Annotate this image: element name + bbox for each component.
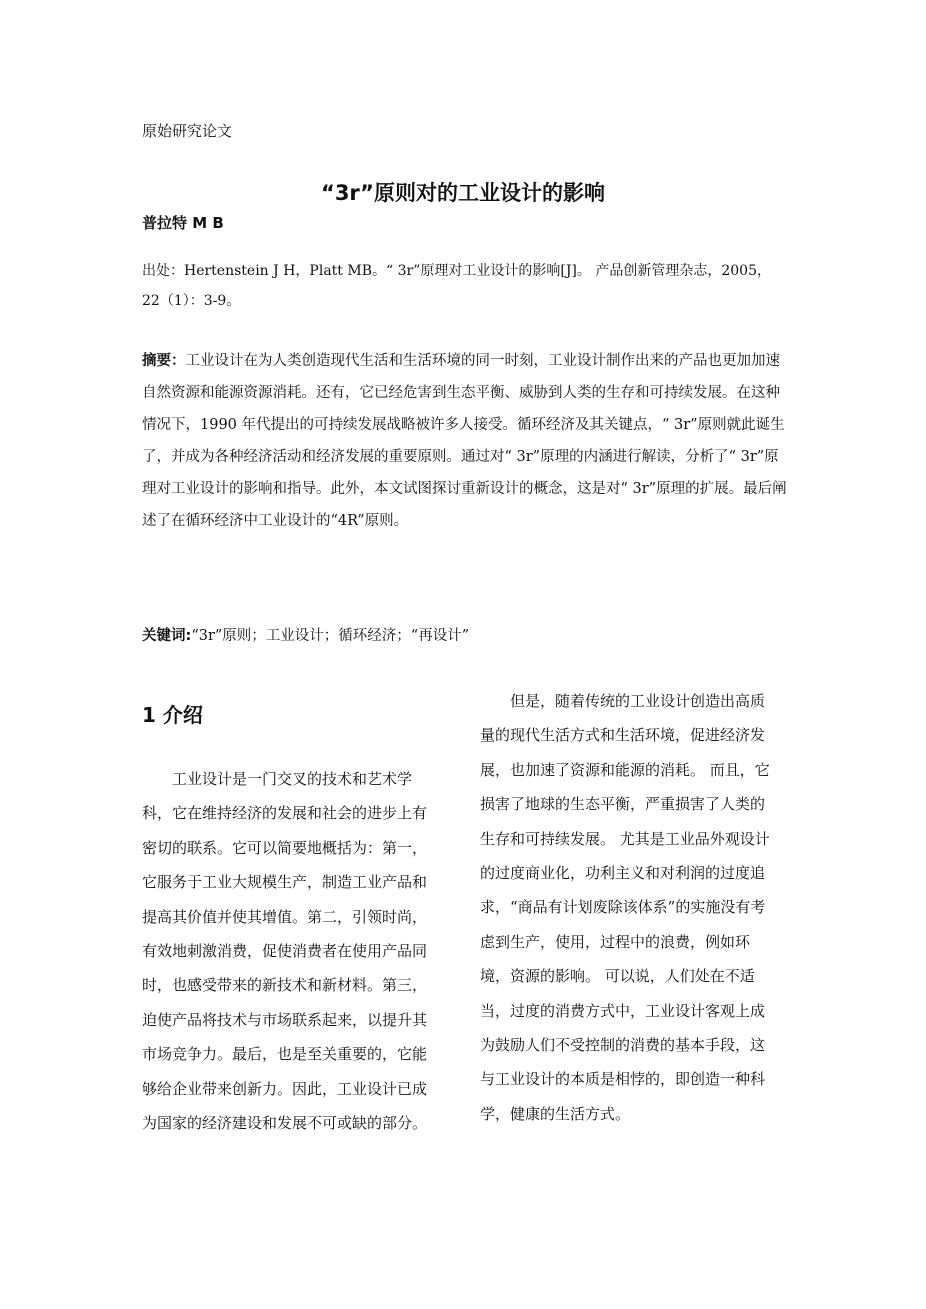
right-column-paragraph: 但是，随着传统的工业设计创造出高质量的现代生活方式和生活环境，促进经济发展，也加速了资源和能源的消耗。 而且，它损害了地球的生态平衡，严重损害了人类的生存和可持续发展。 尤其是工业品外观设计的过度商业化，功利主义和对利润的过度追求，“商品有计划废除该体系”的实施没有考虑到生产，使用，过程中的浪费，例如环境，资源的影响。 可以说，人们处在不适当，过度的消费方式中，工业设计客观上成为鼓励人们不受控制的消费的基本手段，这与工业设计的本质是相悖的，即创造一种科学，健康的生活方式。	[480, 692, 770, 1123]
section-heading: 1 介绍	[142, 703, 203, 727]
abstract	[142, 345, 788, 537]
abstract-text: 工业设计在为人类创造现代生活和生活环境的同一时刻，工业设计制作出来的产品也更加加速自然资源和能源资源消耗。还有，它已经危害到生态平衡、威胁到人类的生存和可持续发展。在这种情况下，1990 年代提出的可持续发展战略被许多人接受。循环经济及其关键点，“ 3r”原则就此诞生了，并成为各种经济活动和经济发展的重要原则。通过对“ 3r”原理的内涵进行解读，分析了“ 3r”原理对工业设计的影响和指导。此外，本文试图探讨重新设计的概念，这是对“ 3r”原理的扩展。最后阐述了在循环经济中工业设计的“4R”原则。	[142, 353, 787, 529]
keywords	[142, 624, 788, 648]
article-type-label: 原始研究论文	[142, 122, 233, 140]
abstract-label: 摘要：	[142, 353, 186, 369]
left-column-paragraph: 工业设计是一门交叉的技术和艺术学科，它在维持经济的发展和社会的进步上有密切的联系。它可以简要地概括为：第一，它服务于工业大规模生产，制造工业产品和提高其价值并使其增值。第二，引领时尚，有效地刺激消费，促使消费者在使用产品同时，也感受带来的新技术和新材料。第三，迫使产品将技术与市场联系起来，以提升其市场竞争力。最后，也是至关重要的，它能够给企业带来创新力。因此，工业设计已成为国家的经济建设和发展不可或缺的部分。	[142, 770, 428, 1133]
paper-title: “3r”原则对的工业设计的影响	[321, 181, 605, 205]
source-citation: 出处：Hertenstein J H，Platt MB。“ 3r”原理对工业设计的影响[J]。 产品创新管理杂志，2005，22（1）：3-9。	[142, 263, 771, 309]
keywords-label: 关键词:	[142, 628, 192, 644]
author-name: 普拉特 M B	[142, 214, 224, 232]
keywords-text: “3r”原则；工业设计；循环经济；“再设计”	[191, 628, 470, 644]
